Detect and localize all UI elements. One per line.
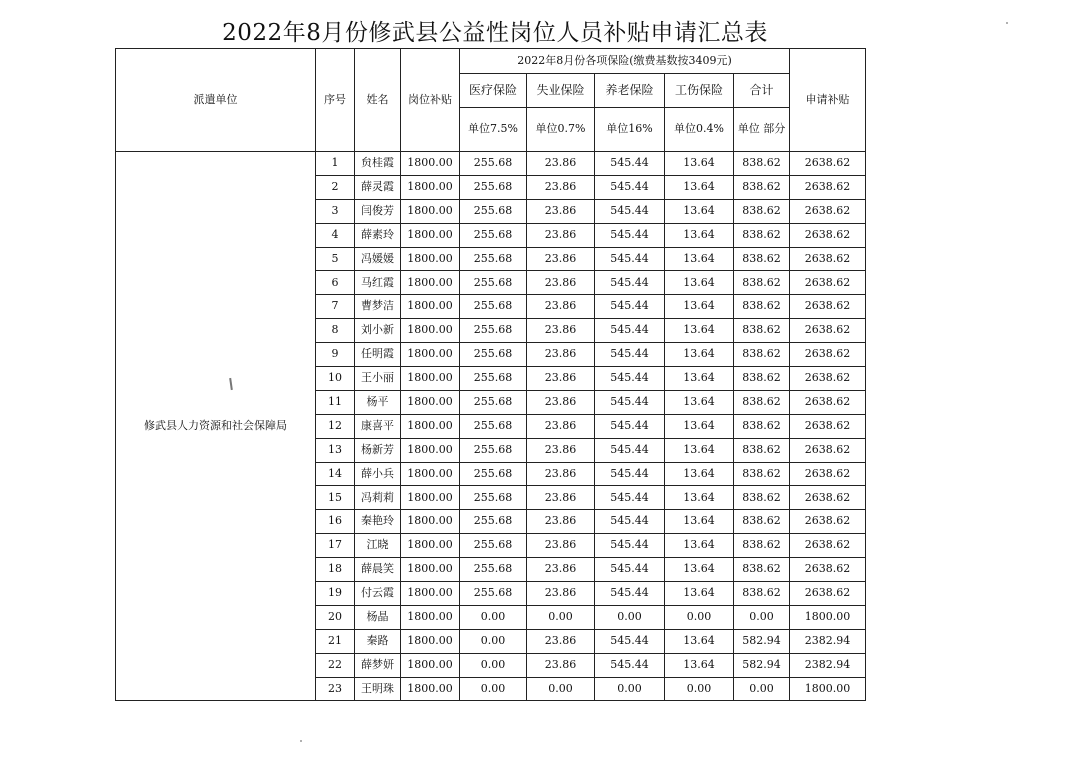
cell-pension: 545.44	[595, 199, 665, 223]
cell-name: 王明珠	[355, 677, 401, 701]
cell-unemployment: 23.86	[527, 271, 595, 295]
header-pension: 养老保险	[595, 74, 665, 108]
cell-injury: 13.64	[665, 367, 734, 391]
cell-pension: 545.44	[595, 462, 665, 486]
cell-unemployment: 23.86	[527, 295, 595, 319]
cell-unemployment: 23.86	[527, 152, 595, 176]
cell-medical: 255.68	[460, 367, 527, 391]
cell-apply: 1800.00	[790, 605, 866, 629]
header-subsidy: 岗位补贴	[401, 49, 460, 152]
cell-subsidy: 1800.00	[401, 319, 460, 343]
header-medical-rate: 单位7.5%	[460, 108, 527, 152]
cell-total: 838.62	[734, 319, 790, 343]
cell-injury: 13.64	[665, 582, 734, 606]
cell-apply: 2638.62	[790, 414, 866, 438]
cell-unemployment: 0.00	[527, 677, 595, 701]
header-unit: 派遣单位	[116, 49, 316, 152]
cell-unemployment: 23.86	[527, 510, 595, 534]
header-seq: 序号	[316, 49, 355, 152]
cell-apply: 2638.62	[790, 510, 866, 534]
cell-unemployment: 23.86	[527, 629, 595, 653]
cell-name: 付云霞	[355, 582, 401, 606]
cell-total: 838.62	[734, 247, 790, 271]
cell-injury: 13.64	[665, 199, 734, 223]
cell-apply: 2638.62	[790, 295, 866, 319]
cell-pension: 0.00	[595, 677, 665, 701]
cell-medical: 255.68	[460, 175, 527, 199]
cell-medical: 255.68	[460, 486, 527, 510]
cell-seq: 15	[316, 486, 355, 510]
cell-medical: 255.68	[460, 390, 527, 414]
cell-seq: 20	[316, 605, 355, 629]
cell-pension: 545.44	[595, 582, 665, 606]
cell-medical: 255.68	[460, 152, 527, 176]
cell-seq: 8	[316, 319, 355, 343]
cell-seq: 7	[316, 295, 355, 319]
cell-apply: 2638.62	[790, 271, 866, 295]
cell-seq: 4	[316, 223, 355, 247]
cell-injury: 13.64	[665, 558, 734, 582]
cell-medical: 0.00	[460, 629, 527, 653]
cell-medical: 255.68	[460, 319, 527, 343]
cell-subsidy: 1800.00	[401, 605, 460, 629]
cell-pension: 545.44	[595, 223, 665, 247]
cell-apply: 1800.00	[790, 677, 866, 701]
cell-name: 江晓	[355, 534, 401, 558]
cell-subsidy: 1800.00	[401, 152, 460, 176]
header-insurance-group: 2022年8月份各项保险(缴费基数按3409元)	[460, 49, 790, 74]
cell-name: 曹梦洁	[355, 295, 401, 319]
cell-apply: 2638.62	[790, 486, 866, 510]
cell-apply: 2638.62	[790, 462, 866, 486]
cell-apply: 2382.94	[790, 653, 866, 677]
cell-pension: 545.44	[595, 629, 665, 653]
header-total: 合计	[734, 74, 790, 108]
cell-pension: 545.44	[595, 271, 665, 295]
cell-pension: 545.44	[595, 367, 665, 391]
cell-name: 冯媛媛	[355, 247, 401, 271]
cell-seq: 16	[316, 510, 355, 534]
cell-subsidy: 1800.00	[401, 175, 460, 199]
header-medical: 医疗保险	[460, 74, 527, 108]
cell-unemployment: 23.86	[527, 438, 595, 462]
cell-apply: 2638.62	[790, 343, 866, 367]
cell-pension: 545.44	[595, 175, 665, 199]
cell-pension: 545.44	[595, 390, 665, 414]
cell-medical: 255.68	[460, 510, 527, 534]
cell-total: 838.62	[734, 558, 790, 582]
cell-name: 马红霞	[355, 271, 401, 295]
cell-apply: 2638.62	[790, 438, 866, 462]
cell-pension: 545.44	[595, 152, 665, 176]
subsidy-summary-table	[115, 48, 866, 701]
cell-name: 薛晨笑	[355, 558, 401, 582]
header-row-1	[116, 49, 866, 74]
cell-seq: 2	[316, 175, 355, 199]
cell-injury: 13.64	[665, 343, 734, 367]
cell-name: 秦艳玲	[355, 510, 401, 534]
cell-apply: 2638.62	[790, 534, 866, 558]
cell-total: 838.62	[734, 534, 790, 558]
cell-subsidy: 1800.00	[401, 343, 460, 367]
cell-pension: 545.44	[595, 247, 665, 271]
scan-dot	[1006, 22, 1008, 24]
cell-unemployment: 23.86	[527, 534, 595, 558]
cell-medical: 255.68	[460, 582, 527, 606]
cell-medical: 0.00	[460, 605, 527, 629]
cell-pension: 545.44	[595, 438, 665, 462]
cell-injury: 13.64	[665, 223, 734, 247]
header-pension-rate: 单位16%	[595, 108, 665, 152]
cell-seq: 21	[316, 629, 355, 653]
cell-apply: 2382.94	[790, 629, 866, 653]
cell-unemployment: 23.86	[527, 247, 595, 271]
cell-subsidy: 1800.00	[401, 438, 460, 462]
cell-seq: 22	[316, 653, 355, 677]
cell-seq: 11	[316, 390, 355, 414]
cell-name: 冯莉莉	[355, 486, 401, 510]
cell-apply: 2638.62	[790, 175, 866, 199]
cell-injury: 13.64	[665, 152, 734, 176]
cell-seq: 17	[316, 534, 355, 558]
cell-subsidy: 1800.00	[401, 414, 460, 438]
cell-seq: 9	[316, 343, 355, 367]
cell-subsidy: 1800.00	[401, 558, 460, 582]
cell-injury: 13.64	[665, 295, 734, 319]
cell-injury: 13.64	[665, 510, 734, 534]
cell-name: 薛梦妍	[355, 653, 401, 677]
cell-total: 838.62	[734, 582, 790, 606]
cell-pension: 545.44	[595, 414, 665, 438]
cell-name: 薛素玲	[355, 223, 401, 247]
cell-medical: 255.68	[460, 558, 527, 582]
cell-injury: 13.64	[665, 175, 734, 199]
cell-medical: 255.68	[460, 247, 527, 271]
cell-subsidy: 1800.00	[401, 629, 460, 653]
cell-name: 王小丽	[355, 367, 401, 391]
header-name: 姓名	[355, 49, 401, 152]
cell-total: 582.94	[734, 629, 790, 653]
cell-total: 838.62	[734, 390, 790, 414]
cell-injury: 13.64	[665, 414, 734, 438]
cell-name: 杨晶	[355, 605, 401, 629]
cell-total: 0.00	[734, 677, 790, 701]
cell-medical: 255.68	[460, 414, 527, 438]
cell-subsidy: 1800.00	[401, 247, 460, 271]
cell-injury: 13.64	[665, 438, 734, 462]
cell-unemployment: 23.86	[527, 582, 595, 606]
cell-medical: 255.68	[460, 271, 527, 295]
cell-apply: 2638.62	[790, 367, 866, 391]
cell-subsidy: 1800.00	[401, 677, 460, 701]
cell-subsidy: 1800.00	[401, 295, 460, 319]
cell-medical: 255.68	[460, 343, 527, 367]
cell-medical: 255.68	[460, 462, 527, 486]
cell-total: 838.62	[734, 175, 790, 199]
cell-pension: 545.44	[595, 510, 665, 534]
cell-total: 838.62	[734, 414, 790, 438]
cell-name: 秦路	[355, 629, 401, 653]
header-total-unit: 单位 部分	[734, 108, 790, 152]
cell-medical: 255.68	[460, 199, 527, 223]
cell-total: 838.62	[734, 271, 790, 295]
cell-medical: 255.68	[460, 438, 527, 462]
cell-unemployment: 23.86	[527, 199, 595, 223]
page-title: 2022年8月份修武县公益性岗位人员补贴申请汇总表	[222, 20, 768, 46]
cell-seq: 5	[316, 247, 355, 271]
cell-medical: 0.00	[460, 653, 527, 677]
cell-total: 838.62	[734, 295, 790, 319]
cell-unemployment: 0.00	[527, 605, 595, 629]
cell-total: 838.62	[734, 438, 790, 462]
cell-subsidy: 1800.00	[401, 271, 460, 295]
cell-subsidy: 1800.00	[401, 223, 460, 247]
cell-unemployment: 23.86	[527, 390, 595, 414]
cell-subsidy: 1800.00	[401, 510, 460, 534]
cell-name: 杨平	[355, 390, 401, 414]
cell-name: 薛小兵	[355, 462, 401, 486]
cell-apply: 2638.62	[790, 199, 866, 223]
cell-name: 刘小新	[355, 319, 401, 343]
scan-dot	[300, 740, 302, 742]
cell-injury: 0.00	[665, 605, 734, 629]
cell-apply: 2638.62	[790, 390, 866, 414]
cell-injury: 13.64	[665, 390, 734, 414]
cell-seq: 12	[316, 414, 355, 438]
cell-total: 838.62	[734, 486, 790, 510]
cell-seq: 14	[316, 462, 355, 486]
cell-unemployment: 23.86	[527, 367, 595, 391]
cell-injury: 13.64	[665, 534, 734, 558]
cell-unemployment: 23.86	[527, 414, 595, 438]
cell-injury: 13.64	[665, 247, 734, 271]
cell-medical: 255.68	[460, 534, 527, 558]
cell-pension: 545.44	[595, 558, 665, 582]
cell-apply: 2638.62	[790, 582, 866, 606]
cell-unemployment: 23.86	[527, 223, 595, 247]
cell-injury: 13.64	[665, 319, 734, 343]
cell-pension: 545.44	[595, 486, 665, 510]
cell-unemployment: 23.86	[527, 462, 595, 486]
cell-seq: 18	[316, 558, 355, 582]
cell-pension: 545.44	[595, 343, 665, 367]
cell-name: 任明霞	[355, 343, 401, 367]
cell-pension: 545.44	[595, 295, 665, 319]
cell-name: 闫俊芳	[355, 199, 401, 223]
cell-seq: 19	[316, 582, 355, 606]
cell-seq: 6	[316, 271, 355, 295]
cell-injury: 13.64	[665, 486, 734, 510]
dispatch-unit-cell: 修武县人力资源和社会保障局	[116, 152, 316, 701]
cell-name: 贠桂霞	[355, 152, 401, 176]
cell-apply: 2638.62	[790, 223, 866, 247]
cell-unemployment: 23.86	[527, 653, 595, 677]
cell-name: 薛灵霞	[355, 175, 401, 199]
cell-total: 838.62	[734, 510, 790, 534]
cell-injury: 13.64	[665, 629, 734, 653]
cell-total: 838.62	[734, 199, 790, 223]
cell-medical: 255.68	[460, 223, 527, 247]
header-injury: 工伤保险	[665, 74, 734, 108]
cell-seq: 1	[316, 152, 355, 176]
cell-subsidy: 1800.00	[401, 367, 460, 391]
cell-medical: 0.00	[460, 677, 527, 701]
cell-apply: 2638.62	[790, 152, 866, 176]
cell-unemployment: 23.86	[527, 343, 595, 367]
cell-apply: 2638.62	[790, 247, 866, 271]
cell-unemployment: 23.86	[527, 175, 595, 199]
cell-seq: 3	[316, 199, 355, 223]
cell-apply: 2638.62	[790, 558, 866, 582]
cell-seq: 13	[316, 438, 355, 462]
cell-subsidy: 1800.00	[401, 390, 460, 414]
cell-name: 杨新芳	[355, 438, 401, 462]
cell-pension: 545.44	[595, 534, 665, 558]
cell-pension: 0.00	[595, 605, 665, 629]
table-row	[116, 152, 866, 176]
cell-injury: 13.64	[665, 462, 734, 486]
cell-unemployment: 23.86	[527, 486, 595, 510]
cell-pension: 545.44	[595, 653, 665, 677]
cell-subsidy: 1800.00	[401, 462, 460, 486]
cell-name: 康喜平	[355, 414, 401, 438]
cell-subsidy: 1800.00	[401, 582, 460, 606]
cell-subsidy: 1800.00	[401, 534, 460, 558]
cell-apply: 2638.62	[790, 319, 866, 343]
cell-seq: 10	[316, 367, 355, 391]
cell-total: 838.62	[734, 462, 790, 486]
cell-injury: 13.64	[665, 653, 734, 677]
cell-subsidy: 1800.00	[401, 653, 460, 677]
cell-seq: 23	[316, 677, 355, 701]
cell-total: 582.94	[734, 653, 790, 677]
cell-injury: 13.64	[665, 271, 734, 295]
header-unemployment-rate: 单位0.7%	[527, 108, 595, 152]
cell-subsidy: 1800.00	[401, 199, 460, 223]
cell-total: 838.62	[734, 343, 790, 367]
cell-total: 838.62	[734, 367, 790, 391]
header-apply: 申请补贴	[790, 49, 866, 152]
cell-unemployment: 23.86	[527, 558, 595, 582]
cell-total: 0.00	[734, 605, 790, 629]
cell-subsidy: 1800.00	[401, 486, 460, 510]
cell-injury: 0.00	[665, 677, 734, 701]
header-injury-rate: 单位0.4%	[665, 108, 734, 152]
cell-unemployment: 23.86	[527, 319, 595, 343]
header-unemployment: 失业保险	[527, 74, 595, 108]
cell-total: 838.62	[734, 223, 790, 247]
cell-pension: 545.44	[595, 319, 665, 343]
cell-total: 838.62	[734, 152, 790, 176]
cell-medical: 255.68	[460, 295, 527, 319]
